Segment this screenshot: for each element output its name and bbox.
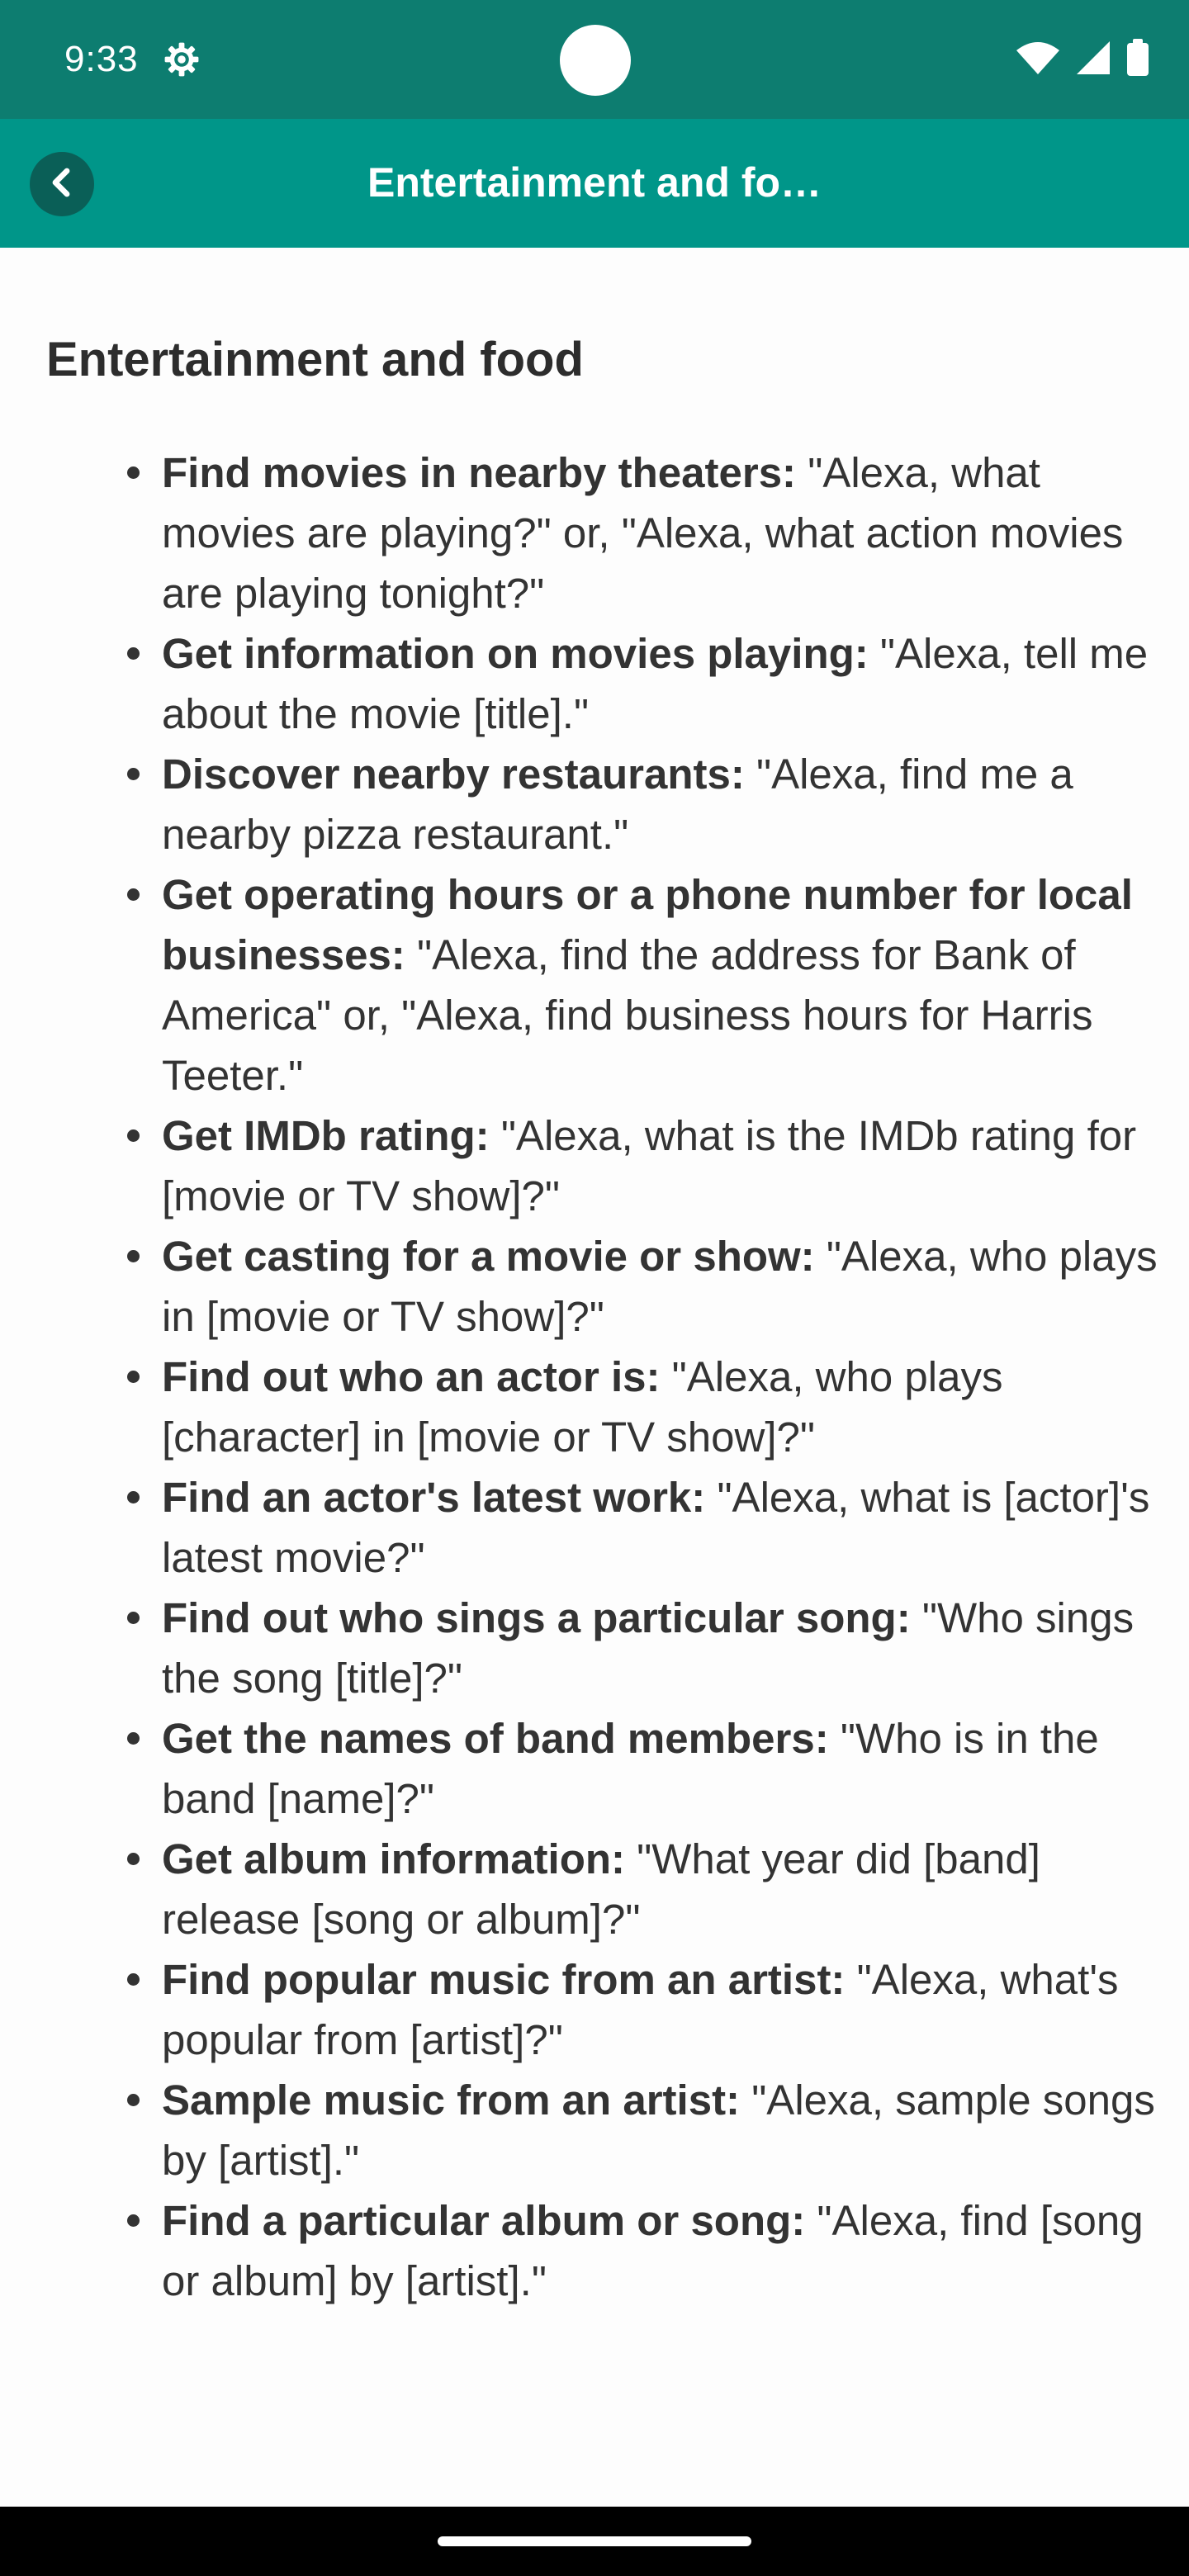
- list-item: [0, 1106, 1189, 1226]
- status-icons: [1016, 40, 1149, 79]
- item-term: Get operating hours or a phone number for local businesses:: [162, 871, 1133, 978]
- item-term: Get the names of band members:: [162, 1715, 829, 1762]
- content-area: [0, 248, 1189, 2507]
- camera-cutout: [560, 25, 631, 96]
- list-item: [0, 2070, 1189, 2190]
- cellular-signal-icon: [1075, 40, 1111, 79]
- item-term: Get information on movies playing:: [162, 630, 869, 677]
- item-example: "Alexa, who plays in [movie or TV show]?": [162, 1233, 1158, 1340]
- list-item: [0, 1588, 1189, 1708]
- item-term: Sample music from an artist:: [162, 2076, 741, 2124]
- gear-icon: [162, 40, 201, 79]
- item-term: Find out who sings a particular song:: [162, 1594, 911, 1641]
- item-term: Discover nearby restaurants:: [162, 751, 745, 798]
- item-example: "Alexa, what is [actor]'s latest movie?": [162, 1474, 1150, 1581]
- bullet-icon: [127, 1853, 140, 1865]
- item-term: Get album information:: [162, 1835, 625, 1882]
- bullet-icon: [127, 1612, 140, 1624]
- status-time: 9:33: [64, 39, 139, 79]
- list-item: [0, 2190, 1189, 2311]
- wifi-icon: [1016, 40, 1060, 79]
- item-term: Find a particular album or song:: [162, 2197, 806, 2244]
- battery-icon: [1126, 39, 1149, 81]
- item-example: "Alexa, find the address for Bank of America" or, "Alexa, find business hours for Harris Teeter.": [162, 931, 1093, 1099]
- section-heading: Entertainment and food: [46, 333, 584, 386]
- bullet-icon: [127, 647, 140, 660]
- list-item: [0, 864, 1189, 1106]
- app-bar: [0, 119, 1189, 248]
- item-term: Get casting for a movie or show:: [162, 1233, 815, 1280]
- item-example: "Who sings the song [title]?": [162, 1594, 1135, 1702]
- bullet-icon: [127, 888, 140, 901]
- list-item: [0, 443, 1189, 623]
- item-example: "Alexa, who plays [character] in [movie or TV show]?": [162, 1353, 1003, 1461]
- item-example: "Alexa, what is the IMDb rating for [movie or TV show]?": [162, 1112, 1137, 1219]
- list-item: [0, 1347, 1189, 1467]
- list-item: [0, 1829, 1189, 1949]
- item-term: Get IMDb rating:: [162, 1112, 490, 1159]
- list-item: [0, 1226, 1189, 1347]
- bullet-icon: [127, 466, 140, 479]
- bullet-icon: [127, 2214, 140, 2227]
- item-example: "Who is in the band [name]?": [162, 1715, 1099, 1822]
- bullet-icon: [127, 1732, 140, 1745]
- bullet-icon: [127, 1129, 140, 1142]
- list-item: [0, 1949, 1189, 2070]
- list-item: [0, 1467, 1189, 1588]
- item-term: Find popular music from an artist:: [162, 1956, 846, 2003]
- chevron-left-icon: [45, 166, 78, 203]
- item-example: "Alexa, what's popular from [artist]?": [162, 1956, 1119, 2063]
- item-example: "Alexa, sample songs by [artist].": [162, 2076, 1155, 2184]
- bullet-icon: [127, 1491, 140, 1503]
- list-item: [0, 744, 1189, 864]
- home-indicator[interactable]: [438, 2536, 751, 2546]
- bullet-icon: [127, 1250, 140, 1262]
- item-example: "Alexa, find [song or album] by [artist].": [162, 2197, 1144, 2304]
- bullet-icon: [127, 1973, 140, 1986]
- list-item: [0, 1708, 1189, 1829]
- back-button[interactable]: [30, 152, 94, 216]
- app-bar-title: Entertainment and fo…: [367, 159, 822, 206]
- navigation-bar: [0, 2507, 1189, 2576]
- item-example: "Alexa, find me a nearby pizza restaurant.": [162, 751, 1073, 858]
- bullet-icon: [127, 2094, 140, 2106]
- list-item: [0, 623, 1189, 744]
- item-term: Find out who an actor is:: [162, 1353, 661, 1400]
- item-term: Find an actor's latest work:: [162, 1474, 706, 1521]
- tips-list: [0, 443, 1189, 2311]
- item-term: Find movies in nearby theaters:: [162, 449, 797, 496]
- item-example: "Alexa, tell me about the movie [title].": [162, 630, 1149, 737]
- item-example: "What year did [band] release [song or album]?": [162, 1835, 1040, 1943]
- item-example: "Alexa, what movies are playing?" or, "Alexa, what action movies are playing tonight?": [162, 449, 1124, 617]
- bullet-icon: [127, 768, 140, 780]
- status-bar: [0, 0, 1189, 119]
- bullet-icon: [127, 1371, 140, 1383]
